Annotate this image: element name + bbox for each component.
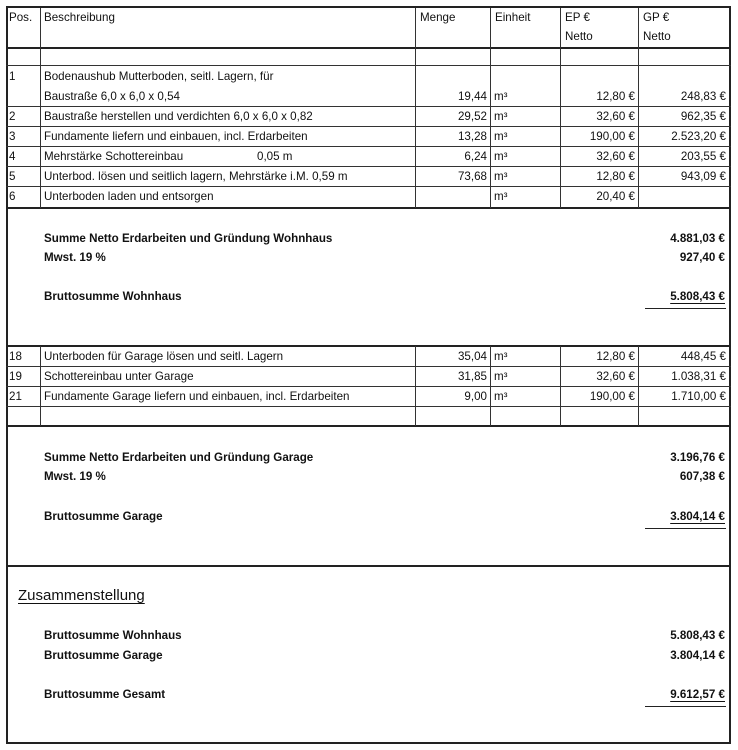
- row-einheit: m³: [494, 150, 508, 163]
- col-divider: [490, 8, 491, 208]
- summary-brutto-label: Bruttosumme Garage: [44, 510, 163, 523]
- header-pos: Pos.: [9, 11, 33, 24]
- section-title: Zusammenstellung: [18, 587, 145, 604]
- row-divider: [6, 406, 731, 407]
- row-description: Unterboden für Garage lösen und seitl. Lagern: [44, 350, 284, 363]
- row-einheit: m³: [494, 110, 508, 123]
- row-description: Unterboden laden und entsorgen: [44, 190, 214, 203]
- row-pos: 18: [9, 350, 22, 363]
- section-divider: [6, 565, 731, 567]
- row-pos: 19: [9, 370, 22, 383]
- row-pos: 2: [9, 110, 16, 123]
- total-garage-label: Bruttosumme Garage: [44, 649, 163, 662]
- row-menge: 13,28: [457, 130, 487, 143]
- row-gp: 1.710,00 €: [671, 390, 726, 403]
- row-ep: 190,00 €: [589, 390, 635, 403]
- header-gp-netto: Netto: [643, 30, 671, 43]
- row-pos: 5: [9, 170, 16, 183]
- row-menge: 29,52: [457, 110, 487, 123]
- row-divider: [6, 186, 731, 187]
- row-gp: 962,35 €: [680, 110, 726, 123]
- summary-mwst-value: 607,38 €: [679, 470, 725, 483]
- row-description: Unterbod. lösen und seitlich lagern, Mehrstärke i.M. 0,59 m: [44, 170, 348, 183]
- row-divider: [6, 146, 731, 147]
- row-pos: 1: [9, 70, 16, 83]
- header-einheit: Einheit: [495, 11, 531, 24]
- row-pos: 6: [9, 190, 16, 203]
- table-bottom: [6, 207, 731, 209]
- row-description: Bodenaushub Mutterboden, seitl. Lagern, für: [44, 70, 274, 83]
- row-gp: 248,83 €: [680, 90, 726, 103]
- header-ep: EP €: [565, 11, 590, 24]
- summary-mwst-label: Mwst. 19 %: [44, 470, 106, 483]
- header-ep-netto: Netto: [565, 30, 593, 43]
- summary-netto-value: 4.881,03 €: [670, 232, 725, 245]
- row-einheit: m³: [494, 130, 508, 143]
- total-gesamt-value: 9.612,57 €: [670, 688, 725, 701]
- row-einheit: m³: [494, 350, 508, 363]
- col-divider: [40, 346, 41, 426]
- summary-netto-label: Summe Netto Erdarbeiten und Gründung Wohnhaus: [44, 232, 333, 245]
- row-einheit: m³: [494, 390, 508, 403]
- header-divider: [6, 47, 731, 49]
- row-ep: 12,80 €: [596, 170, 635, 183]
- row-divider: [6, 366, 731, 367]
- row-pos: 4: [9, 150, 16, 163]
- row-gp: 2.523,20 €: [671, 130, 726, 143]
- double-underline: [645, 706, 726, 707]
- total-wohnhaus-value: 5.808,43 €: [670, 629, 725, 642]
- row-ep: 32,60 €: [596, 110, 635, 123]
- summary-mwst-label: Mwst. 19 %: [44, 251, 106, 264]
- summary-brutto-label: Bruttosumme Wohnhaus: [44, 290, 182, 303]
- row-pos: 3: [9, 130, 16, 143]
- row-menge: 35,04: [457, 350, 487, 363]
- double-underline: [645, 308, 726, 309]
- header-beschreibung: Beschreibung: [44, 11, 115, 24]
- row-ep: 32,60 €: [596, 150, 635, 163]
- summary-mwst-value: 927,40 €: [679, 251, 725, 264]
- row-gp: 943,09 €: [680, 170, 726, 183]
- row-divider: [6, 106, 731, 107]
- row-gp: 1.038,31 €: [671, 370, 726, 383]
- row-description: Baustraße herstellen und verdichten 6,0 x 6,0 x 0,82: [44, 110, 313, 123]
- row-divider: [6, 65, 731, 66]
- row-description: Schottereinbau unter Garage: [44, 370, 194, 383]
- table-bottom: [6, 425, 731, 427]
- row-menge: 31,85: [457, 370, 487, 383]
- row-ep: 20,40 €: [596, 190, 635, 203]
- row-divider: [6, 126, 731, 127]
- row-description: Baustraße 6,0 x 6,0 x 0,54: [44, 90, 180, 103]
- total-wohnhaus-label: Bruttosumme Wohnhaus: [44, 629, 182, 642]
- row-ep: 32,60 €: [596, 370, 635, 383]
- row-pos: 21: [9, 390, 22, 403]
- row-menge: 9,00: [464, 390, 487, 403]
- row-gp: 203,55 €: [680, 150, 726, 163]
- row-einheit: m³: [494, 190, 508, 203]
- summary-brutto-value: 3.804,14 €: [670, 510, 725, 523]
- row-einheit: m³: [494, 90, 508, 103]
- row-ep: 12,80 €: [596, 90, 635, 103]
- row-description-extra: 0,05 m: [257, 150, 293, 163]
- row-ep: 190,00 €: [589, 130, 635, 143]
- summary-netto-value: 3.196,76 €: [670, 451, 725, 464]
- row-description: Mehrstärke Schottereinbau: [44, 150, 184, 163]
- row-description: Fundamente liefern und einbauen, incl. Erdarbeiten: [44, 130, 308, 143]
- header-gp: GP €: [643, 11, 670, 24]
- summary-netto-label: Summe Netto Erdarbeiten und Gründung Garage: [44, 451, 314, 464]
- table-top: [6, 345, 731, 347]
- summary-brutto-value: 5.808,43 €: [670, 290, 725, 303]
- total-garage-value: 3.804,14 €: [670, 649, 725, 662]
- row-description: Fundamente Garage liefern und einbauen, incl. Erdarbeiten: [44, 390, 350, 403]
- col-divider: [40, 8, 41, 208]
- header-menge: Menge: [420, 11, 456, 24]
- row-divider: [6, 386, 731, 387]
- row-einheit: m³: [494, 370, 508, 383]
- row-menge: 73,68: [457, 170, 487, 183]
- row-divider: [6, 166, 731, 167]
- row-einheit: m³: [494, 170, 508, 183]
- row-menge: 19,44: [457, 90, 487, 103]
- row-ep: 12,80 €: [596, 350, 635, 363]
- row-menge: 6,24: [464, 150, 487, 163]
- total-gesamt-label: Bruttosumme Gesamt: [44, 688, 166, 701]
- row-gp: 448,45 €: [680, 350, 726, 363]
- col-divider: [490, 346, 491, 426]
- double-underline: [645, 528, 726, 529]
